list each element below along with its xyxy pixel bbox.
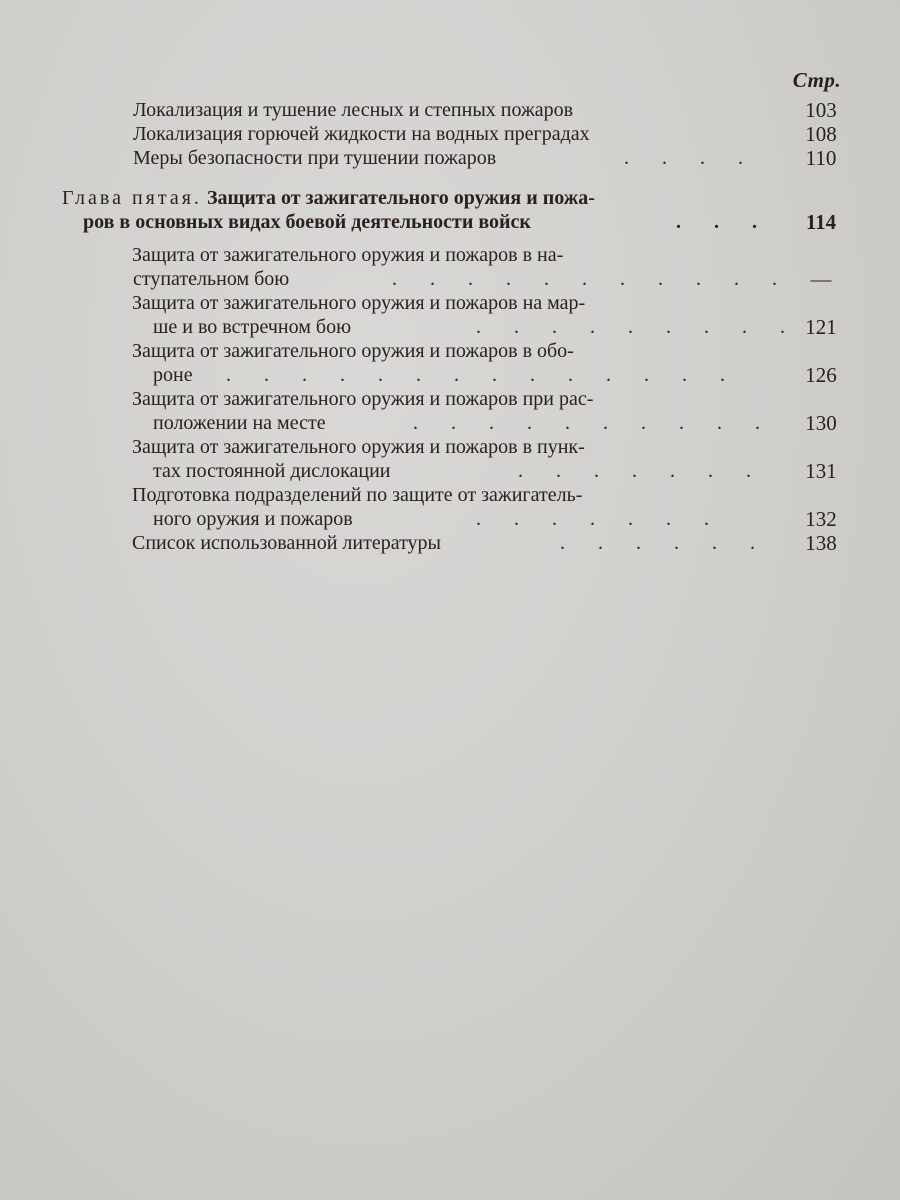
toc-subentry-line1: Защита от зажигательного оружия и пожаров при рас-	[132, 388, 594, 410]
toc-subentry-line2: тах постоянной дислокации	[153, 460, 391, 482]
toc-entry-title: Меры безопасности при тушении пожаров	[133, 147, 497, 169]
toc-subentry-line1: Защита от зажигательного оружия и пожаров на мар-	[132, 292, 586, 314]
chapter-label: Глава пятая.	[62, 187, 202, 209]
leader-dots: . . . . . . .	[518, 460, 765, 482]
toc-subentry-page: 121	[805, 315, 837, 339]
leader-dots: . . . . . . . . . . .	[392, 268, 791, 290]
chapter-title-line2: ров в основных видах боевой деятельности войск	[83, 211, 531, 233]
leader-dots: . . . . . . .	[476, 508, 723, 530]
page-column-header: Стр.	[792, 68, 842, 92]
toc-subentry-line1: Защита от зажигательного оружия и пожаров в обо-	[132, 340, 574, 362]
leader-dots: . . . . . . . . .	[476, 316, 799, 338]
leader-dots: . . . . . . . . . . . . . .	[226, 364, 739, 386]
toc-entry-page: 108	[805, 122, 837, 146]
leader-dots: . . . . . .	[560, 532, 769, 554]
toc-subentry-page: 130	[805, 411, 837, 435]
toc-entry-title: Локализация и тушение лесных и степных пожаров	[133, 99, 574, 121]
toc-entry-title: Список использованной литературы	[132, 532, 441, 554]
toc-subentry-line2: роне	[153, 364, 193, 386]
toc-subentry-page: 126	[805, 363, 837, 387]
toc-subentry-line2: ного оружия и пожаров	[153, 508, 353, 530]
toc-subentry-line1: Подготовка подразделений по защите от зажигатель-	[132, 484, 583, 506]
toc-subentry-page: 132	[805, 507, 837, 531]
chapter-title-line1: Защита от зажигательного оружия и пожа-	[206, 187, 595, 209]
toc-entry-page: 138	[805, 531, 837, 555]
toc-subentry-line2: ступательном бою	[133, 268, 290, 290]
leader-dots: . . .	[676, 211, 771, 233]
toc-subentry-page: —	[810, 267, 832, 291]
toc-entry-page: 110	[805, 146, 837, 170]
chapter-page: 114	[805, 210, 837, 234]
toc-subentry-line2: ше и во встречном бою	[153, 316, 352, 338]
toc-subentry-line1: Защита от зажигательного оружия и пожаров в пунк-	[132, 436, 585, 458]
leader-dots: . . . . . . . . . .	[413, 412, 774, 434]
toc-subentry-line2: положении на месте	[153, 412, 326, 434]
toc-entry-title: Локализация горючей жидкости на водных преградах	[133, 123, 590, 145]
toc-subentry-line1: Защита от зажигательного оружия и пожаров в на-	[132, 244, 564, 266]
toc-entry-page: 103	[805, 98, 837, 122]
toc-subentry-page: 131	[805, 459, 837, 483]
leader-dots: . . . .	[624, 147, 757, 169]
